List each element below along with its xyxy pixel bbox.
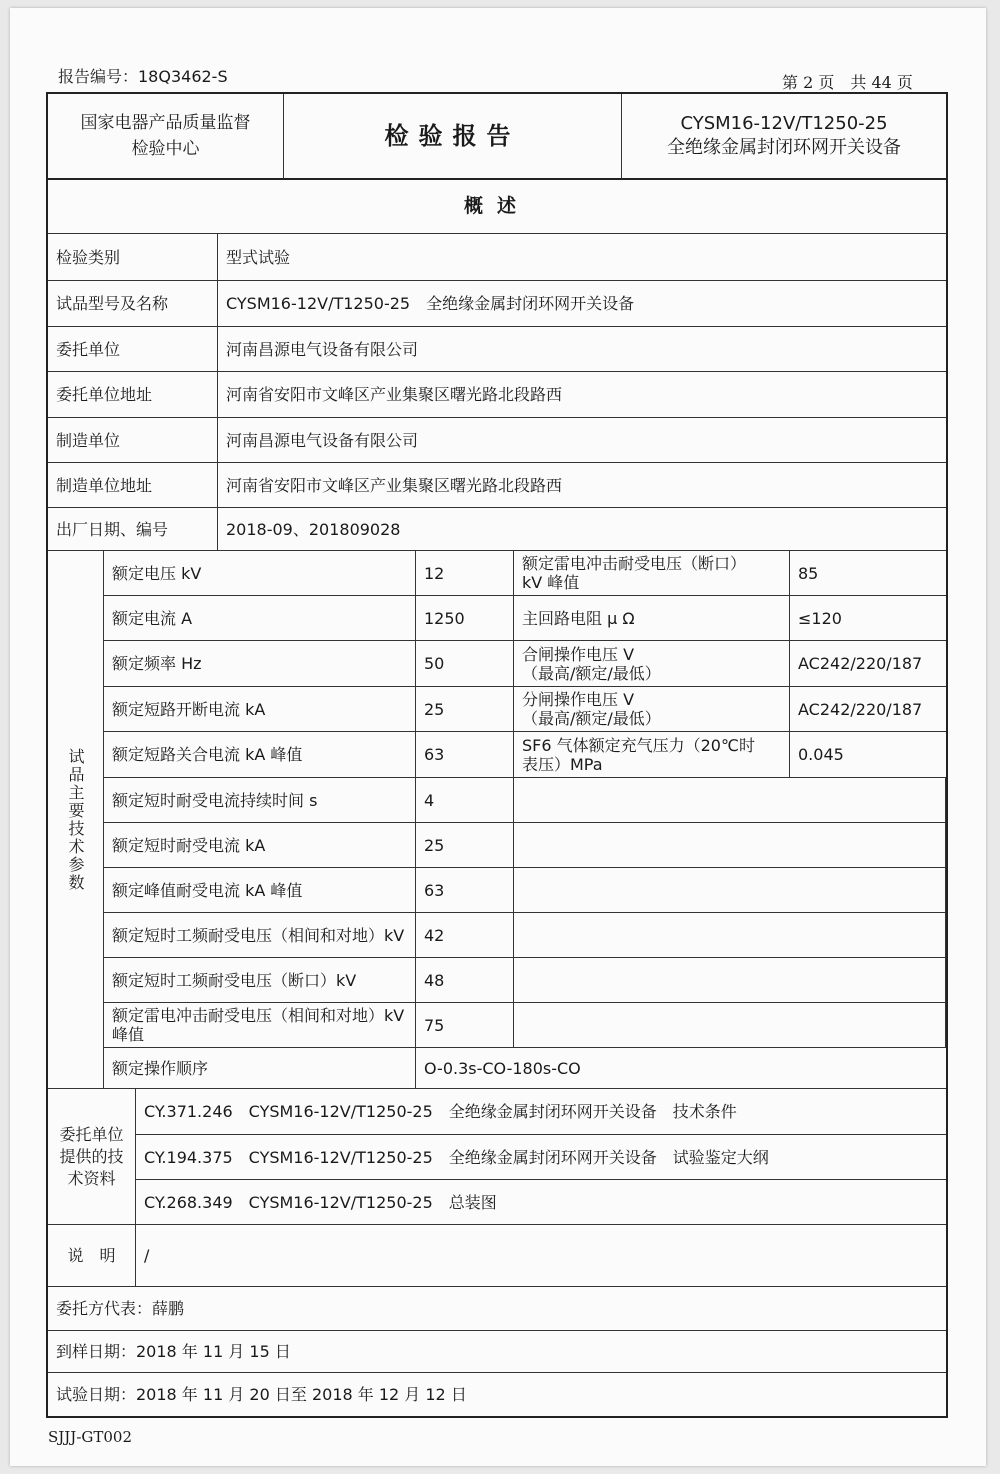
org-name-cell	[48, 94, 284, 180]
param-empty-cell	[514, 958, 946, 1003]
param-name-right-line1: 主回路电阻 μ Ω	[522, 608, 635, 628]
param-value: 63	[416, 732, 514, 778]
param-value: 25	[416, 823, 514, 868]
param-name-right-line2: kV 峰值	[522, 573, 580, 592]
param-value-right: 85	[790, 551, 946, 596]
param-name: 额定操作顺序	[104, 1048, 416, 1089]
org-name-line2: 检验中心	[131, 139, 200, 159]
param-name-right-line1: SF6 气体额定充气压力（20℃时	[522, 735, 755, 755]
param-empty-cell	[514, 868, 946, 913]
overview-label: 委托单位	[48, 327, 218, 372]
overview-label: 出厂日期、编号	[48, 508, 218, 551]
param-empty-cell	[514, 1003, 946, 1048]
param-value: O-0.3s-CO-180s-CO	[416, 1048, 946, 1089]
param-value: 48	[416, 958, 514, 1003]
param-empty-cell	[514, 778, 946, 823]
param-value: 12	[416, 551, 514, 596]
param-name-right-line1: 合闸操作电压 V	[522, 644, 635, 664]
org-name-line1: 国家电器产品质量监督	[80, 113, 251, 133]
param-value: 42	[416, 913, 514, 958]
page-info: 第 2 页 共 44 页	[782, 73, 913, 92]
param-name-right	[514, 641, 790, 687]
overview-label: 委托单位地址	[48, 372, 218, 418]
param-name-right-line2: （最高/额定/最低）	[522, 709, 661, 728]
overview-heading: 概述	[48, 180, 946, 234]
remark-label: 说 明	[48, 1225, 136, 1287]
param-name: 额定峰值耐受电流 kA 峰值	[104, 868, 416, 913]
param-name: 额定雷电冲击耐受电压（相间和对地）kV 峰值	[104, 1003, 416, 1048]
overview-value: 河南昌源电气设备有限公司	[218, 418, 946, 463]
overview-value: 河南省安阳市文峰区产业集聚区曙光路北段路西	[218, 372, 946, 418]
overview-value: 2018-09、201809028	[218, 508, 946, 551]
overview-value: CYSM16-12V/T1250-25 全绝缘金属封闭环网开关设备	[218, 281, 946, 327]
param-empty-cell	[514, 823, 946, 868]
report-number: 报告编号：18Q3462-S	[58, 67, 228, 86]
param-name: 额定短时耐受电流 kA	[104, 823, 416, 868]
overview-value: 河南省安阳市文峰区产业集聚区曙光路北段路西	[218, 463, 946, 508]
overview-label: 制造单位	[48, 418, 218, 463]
param-name: 额定频率 Hz	[104, 641, 416, 687]
overview-label: 检验类别	[48, 234, 218, 281]
param-name-right	[514, 687, 790, 732]
param-name: 额定短时耐受电流持续时间 s	[104, 778, 416, 823]
param-name: 额定短路关合电流 kA 峰值	[104, 732, 416, 778]
remark-value: /	[136, 1225, 946, 1287]
param-name: 额定电流 A	[104, 596, 416, 641]
param-value: 4	[416, 778, 514, 823]
param-name: 额定短时工频耐受电压（断口）kV	[104, 958, 416, 1003]
param-name-right-line2: （最高/额定/最低）	[522, 663, 661, 683]
params-section-label: 试品主要技术参数	[66, 747, 85, 892]
overview-value: 河南昌源电气设备有限公司	[218, 327, 946, 372]
report-table	[46, 92, 948, 1418]
model-cell	[622, 94, 946, 180]
tech-doc-item: CY.194.375 CYSM16-12V/T1250-25 全绝缘金属封闭环网开关设备 试验鉴定大纲	[136, 1135, 946, 1180]
param-value: 1250	[416, 596, 514, 641]
test-date: 试验日期：2018 年 11 月 20 日至 2018 年 12 月 12 日	[56, 1385, 467, 1404]
param-name-right	[514, 596, 790, 641]
params-section-label-cell	[48, 551, 104, 1089]
overview-label: 试品型号及名称	[48, 281, 218, 327]
param-name-right-line1: 分闸操作电压 V	[522, 690, 635, 709]
tech-doc-item: CY.268.349 CYSM16-12V/T1250-25 总装图	[136, 1180, 946, 1225]
param-name-right	[514, 732, 790, 778]
model-name: 全绝缘金属封闭环网开关设备	[667, 137, 901, 158]
param-name-right-line1: 额定雷电冲击耐受电压（断口）	[522, 554, 747, 573]
param-value: 75	[416, 1003, 514, 1048]
param-value: 50	[416, 641, 514, 687]
model-code: CYSM16-12V/T1250-25	[680, 113, 888, 134]
tech-docs-label: 委托单位提供的技术资料	[48, 1089, 136, 1225]
param-value-right: AC242/220/187	[790, 687, 946, 732]
overview-value: 型式试验	[218, 234, 946, 281]
report-title: 检验报告	[284, 94, 622, 180]
param-value: 63	[416, 868, 514, 913]
param-value-right: 0.045	[790, 732, 946, 778]
param-value-right: ≤120	[790, 596, 946, 641]
form-code: SJJJ-GT002	[48, 1428, 133, 1446]
arrival-date: 到样日期：2018 年 11 月 15 日	[48, 1331, 946, 1373]
tech-doc-item: CY.371.246 CYSM16-12V/T1250-25 全绝缘金属封闭环网开关设备 技术条件	[136, 1089, 946, 1135]
param-empty-cell	[514, 913, 946, 958]
representative: 委托方代表：薛鹏	[48, 1287, 946, 1331]
param-value-right: AC242/220/187	[790, 641, 946, 687]
param-name-right-line2: 表压）MPa	[522, 754, 603, 774]
param-name: 额定电压 kV	[104, 551, 416, 596]
param-name: 额定短时工频耐受电压（相间和对地）kV	[104, 913, 416, 958]
overview-label: 制造单位地址	[48, 463, 218, 508]
param-name: 额定短路开断电流 kA	[104, 687, 416, 732]
param-name-right	[514, 551, 790, 596]
param-value: 25	[416, 687, 514, 732]
